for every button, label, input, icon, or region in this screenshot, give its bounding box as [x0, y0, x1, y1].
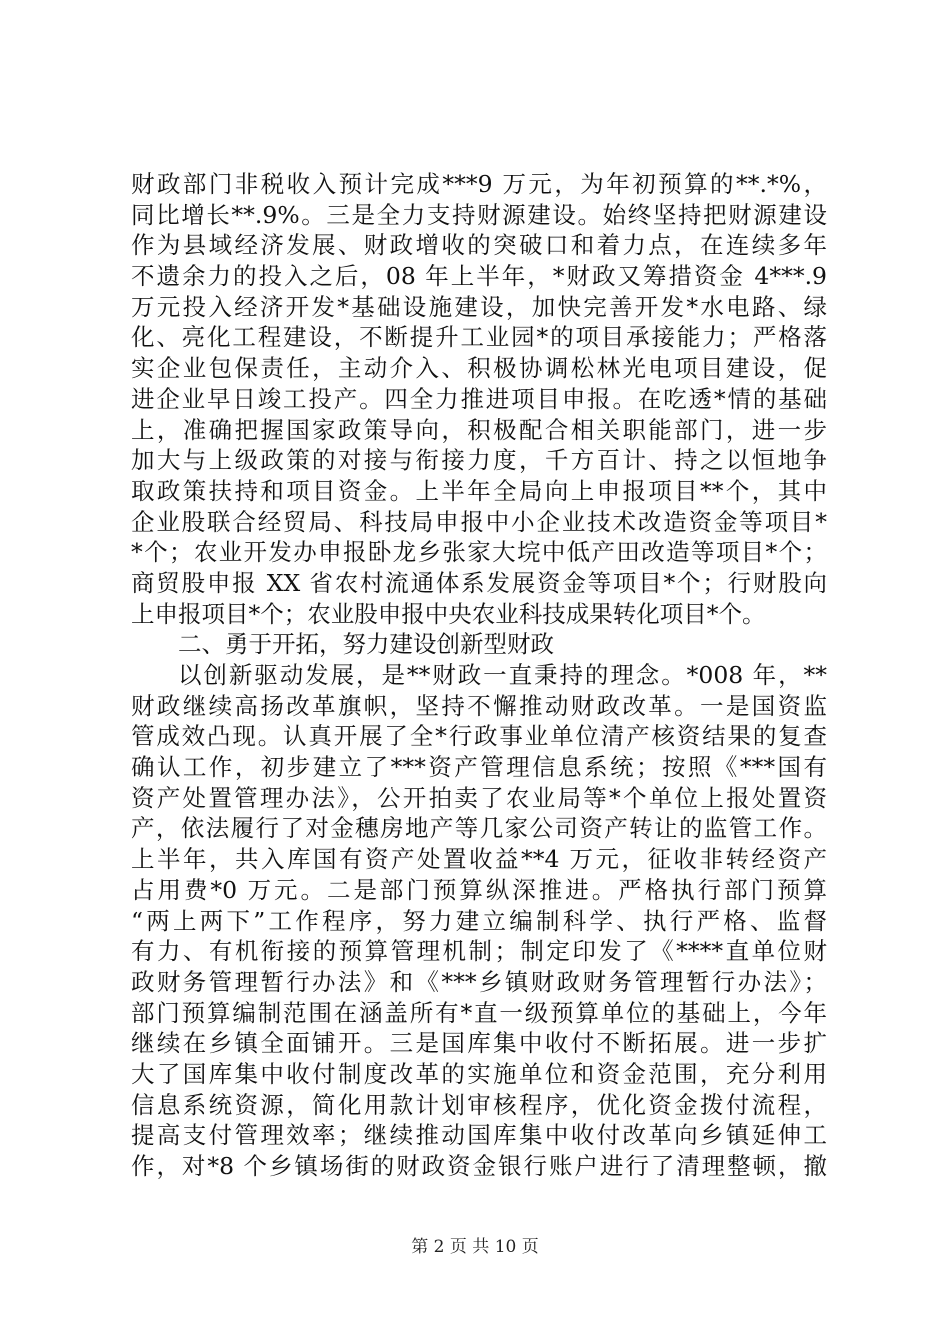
text-line: 政财务管理暂行办法》和《***乡镇财政财务管理暂行办法》； [131, 967, 827, 996]
text-line: 资产处置管理办法》，公开拍卖了农业局等*个单位上报处置资 [131, 783, 827, 812]
text-line: 部门预算编制范围在涵盖所有*直一级预算单位的基础上，今年 [131, 998, 827, 1027]
text-line: 上半年，共入库国有资产处置收益**4 万元，征收非转经资产 [131, 845, 827, 874]
text-line: 财政部门非税收入预计完成***9 万元，为年初预算的**.*%， [131, 170, 827, 198]
text-line: 财政继续高扬改革旗帜，坚持不懈推动财政改革。一是国资监 [131, 691, 827, 720]
text-line: 作，对*8 个乡镇场街的财政资金银行账户进行了清理整顿，撤 [131, 1152, 827, 1180]
text-line: 加大与上级政策的对接与衔接力度，千方百计、持之以恒地争 [131, 446, 827, 475]
text-line: 万元投入经济开发*基础设施建设，加快完善开发*水电路、绿 [131, 292, 827, 321]
text-line: 产，依法履行了对金穗房地产等几家公司资产转让的监管工作。 [131, 814, 827, 843]
text-line: 上，准确把握国家政策导向，积极配合相关职能部门，进一步 [131, 415, 827, 444]
text-line: 信息系统资源，简化用款计划审核程序，优化资金拨付流程， [131, 1090, 827, 1119]
text-line: 上申报项目*个；农业股申报中央农业科技成果转化项目*个。 [131, 599, 766, 628]
page-footer: 第 2 页 共 10 页 [411, 1237, 539, 1257]
text-line: *个；农业开发办申报卧龙乡张家大垸中低产田改造等项目*个； [131, 538, 827, 567]
text-line: 商贸股申报 XX 省农村流通体系发展资金等项目*个；行财股向 [131, 568, 827, 597]
text-line: 同比增长**.9%。三是全力支持财源建设。始终坚持把财源建设 [131, 200, 827, 229]
text-line: 占用费*0 万元。二是部门预算纵深推进。严格执行部门预算 [131, 875, 827, 904]
text-line: 提高支付管理效率；继续推动国库集中收付改革向乡镇延伸工 [131, 1121, 827, 1150]
text-line: 以创新驱动发展，是**财政一直秉持的理念。*008 年，** [178, 661, 827, 689]
text-line: 不遗余力的投入之后，08 年上半年，*财政又筹措资金 4***.9 [131, 262, 827, 291]
text-line: “两上两下”工作程序，努力建立编制科学、执行严格、监督 [131, 906, 827, 935]
text-line: 作为县域经济发展、财政增收的突破口和着力点，在连续多年 [131, 231, 827, 260]
text-line: 有力、有机衔接的预算管理机制；制定印发了《****直单位财 [131, 937, 827, 966]
text-line: 确认工作，初步建立了***资产管理信息系统；按照《***国有 [131, 753, 827, 782]
text-line: 继续在乡镇全面铺开。三是国库集中收付不断拓展。进一步扩 [131, 1029, 827, 1058]
text-line: 实企业包保责任，主动介入、积极协调松林光电项目建设，促 [131, 354, 827, 383]
text-line: 进企业早日竣工投产。四全力推进项目申报。在吃透*情的基础 [131, 384, 827, 413]
text-line: 化、亮化工程建设，不断提升工业园*的项目承接能力；严格落 [131, 323, 827, 352]
text-line: 企业股联合经贸局、科技局申报中小企业技术改造资金等项目* [131, 507, 827, 536]
section-heading: 二、勇于开拓，努力建设创新型财政 [178, 630, 554, 659]
text-line: 大了国库集中收付制度改革的实施单位和资金范围，充分利用 [131, 1059, 827, 1088]
text-line: 管成效凸现。认真开展了全*行政事业单位清产核资结果的复查 [131, 722, 827, 751]
body-text [131, 169, 827, 1182]
text-line: 取政策扶持和项目资金。上半年全局向上申报项目**个，其中 [131, 476, 827, 505]
